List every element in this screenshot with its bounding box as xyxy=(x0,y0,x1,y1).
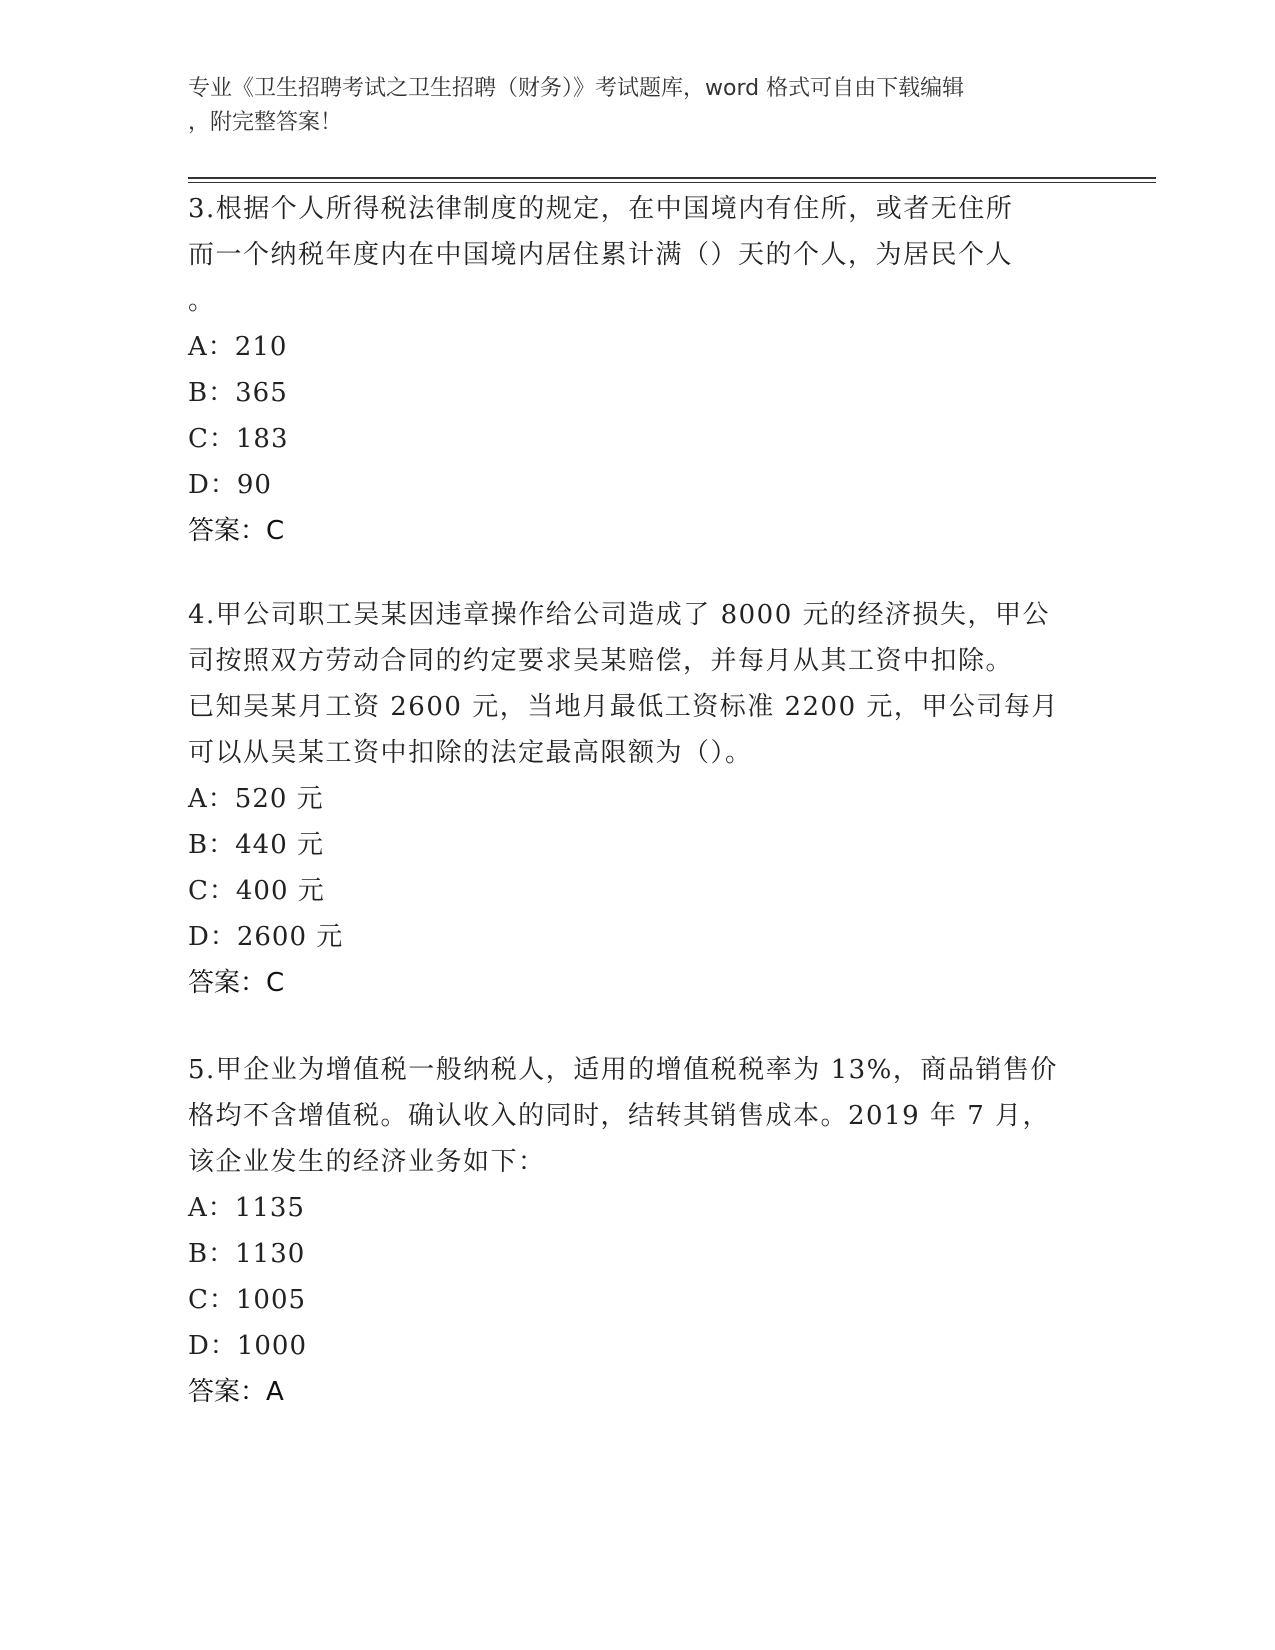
answer-line: 答案：C xyxy=(188,516,285,546)
option-d: D：90 xyxy=(188,470,272,500)
question-stem-line: 4.甲公司职工吴某因违章操作给公司造成了 8000 元的经济损失，甲公 xyxy=(188,600,1051,630)
option-b: B：1130 xyxy=(188,1239,306,1269)
question-stem-line: 5.甲企业为增值税一般纳税人，适用的增值税税率为 13%，商品销售价 xyxy=(188,1055,1058,1085)
option-a: A：210 xyxy=(188,332,288,362)
question-stem-line: 该企业发生的经济业务如下： xyxy=(188,1147,546,1177)
answer-line: 答案：A xyxy=(188,1377,284,1407)
question-stem-line: 已知吴某月工资 2600 元，当地月最低工资标准 2200 元，甲公司每月 xyxy=(188,692,1059,722)
option-c: C：1005 xyxy=(188,1285,307,1315)
answer-line: 答案：C xyxy=(188,968,285,998)
question-stem-line: 3.根据个人所得税法律制度的规定，在中国境内有住所，或者无住所 xyxy=(188,194,1014,224)
option-d: D：1000 xyxy=(188,1331,308,1361)
question-stem-line: 。 xyxy=(188,286,216,316)
question-stem-line: 而一个纳税年度内在中国境内居住累计满（）天的个人，为居民个人 xyxy=(188,240,1014,270)
question-5 xyxy=(188,1047,1088,1415)
option-a: A：520 元 xyxy=(188,784,324,814)
header-rule-thick xyxy=(188,177,1156,179)
header-rule-thin xyxy=(188,182,1156,183)
document-header xyxy=(188,72,1078,140)
option-c: C：400 元 xyxy=(188,876,325,906)
question-stem-line: 格均不含增值税。确认收入的同时，结转其销售成本。2019 年 7 月， xyxy=(188,1101,1051,1131)
option-b: B：365 xyxy=(188,378,288,408)
question-3 xyxy=(188,186,1088,554)
option-b: B：440 元 xyxy=(188,830,324,860)
question-4 xyxy=(188,592,1088,1006)
option-c: C：183 xyxy=(188,424,289,454)
header-line-1: 专业《卫生招聘考试之卫生招聘（财务）》考试题库，word 格式可自由下载编辑 xyxy=(188,76,965,101)
option-d: D：2600 元 xyxy=(188,922,344,952)
question-stem-line: 可以从吴某工资中扣除的法定最高限额为（）。 xyxy=(188,738,753,768)
question-stem-line: 司按照双方劳动合同的约定要求吴某赔偿，并每月从其工资中扣除。 xyxy=(188,646,1014,676)
header-line-2: ，附完整答案！ xyxy=(188,110,343,135)
option-a: A：1135 xyxy=(188,1193,305,1223)
